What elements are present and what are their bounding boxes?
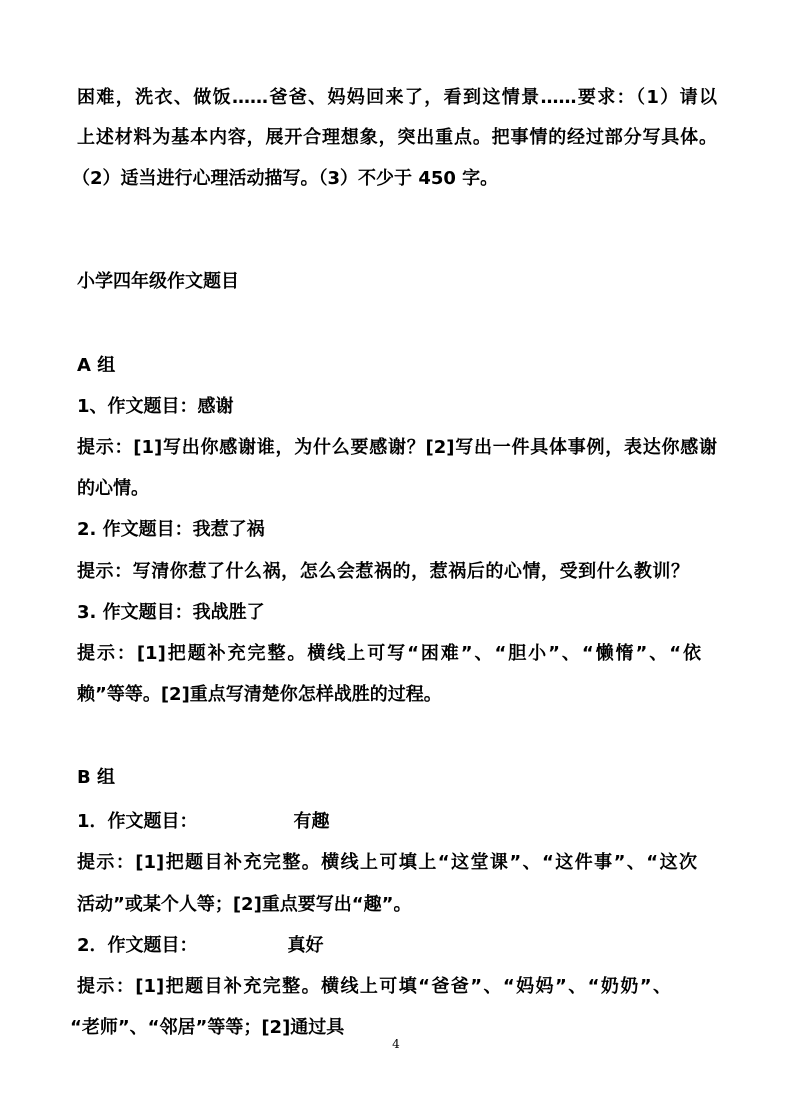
group-b-item-2-hint-1: 提示：[1]把题目补充完整。横线上可填“爸爸”、“妈妈”、“奶奶”、	[77, 976, 671, 997]
group-b-item-2-heading-suffix: 真好	[287, 935, 324, 956]
group-b-item-2-hint-2: “老师”、“邻居”等等；[2]通过具	[70, 1017, 345, 1038]
group-a-item-1-hint-2: 的心情。	[77, 478, 149, 499]
group-a-item-3-hint-2: 赖”等等。[2]重点写清楚你怎样战胜的过程。	[77, 684, 442, 705]
group-b-title: B 组	[77, 767, 115, 788]
group-b-item-1-hint-1: 提示：[1]把题目补充完整。横线上可填上“这堂课”、“这件事”、“这次	[77, 852, 697, 873]
group-b-item-1-heading-prefix: 1．作文题目：	[77, 811, 198, 832]
group-b-item-1-heading-suffix: 有趣	[293, 811, 330, 832]
group-b-item-2-heading-prefix: 2．作文题目：	[77, 935, 198, 956]
group-a-title: A 组	[77, 355, 116, 376]
intro-line-3: （2）适当进行心理活动描写。（3）不少于 450 字。	[72, 168, 499, 189]
intro-line-1: 困难，洗衣、做饭……爸爸、妈妈回来了，看到这情景……要求：（1）请以	[77, 87, 717, 108]
group-b-item-2-heading	[77, 934, 717, 958]
group-a-item-3-hint-1: 提示：[1]把题补充完整。横线上可写“困难”、“胆小”、“懒惰”、“依	[77, 643, 701, 664]
group-a-item-1-hint-1: 提示：[1]写出你感谢谁，为什么要感谢？[2]写出一件具体事例，表达你感谢	[77, 437, 717, 458]
section-title: 小学四年级作文题目	[77, 271, 239, 292]
group-a-item-1-heading: 1、作文题目：感谢	[77, 396, 234, 417]
group-b-item-1-hint-2: 活动”或某个人等；[2]重点要写出“趣”。	[77, 894, 412, 915]
group-b-item-1-heading	[77, 810, 717, 834]
group-a-item-2-heading: 2. 作文题目：我惹了祸	[77, 519, 265, 540]
group-a-item-3-heading: 3. 作文题目：我战胜了	[77, 602, 265, 623]
page-number: 4	[392, 1037, 400, 1051]
group-a-item-2-hint-1: 提示：写清你惹了什么祸，怎么会惹祸的，惹祸后的心情，受到什么教训？	[77, 561, 689, 582]
intro-line-2: 上述材料为基本内容，展开合理想象，突出重点。把事情的经过部分写具体。	[77, 127, 717, 148]
